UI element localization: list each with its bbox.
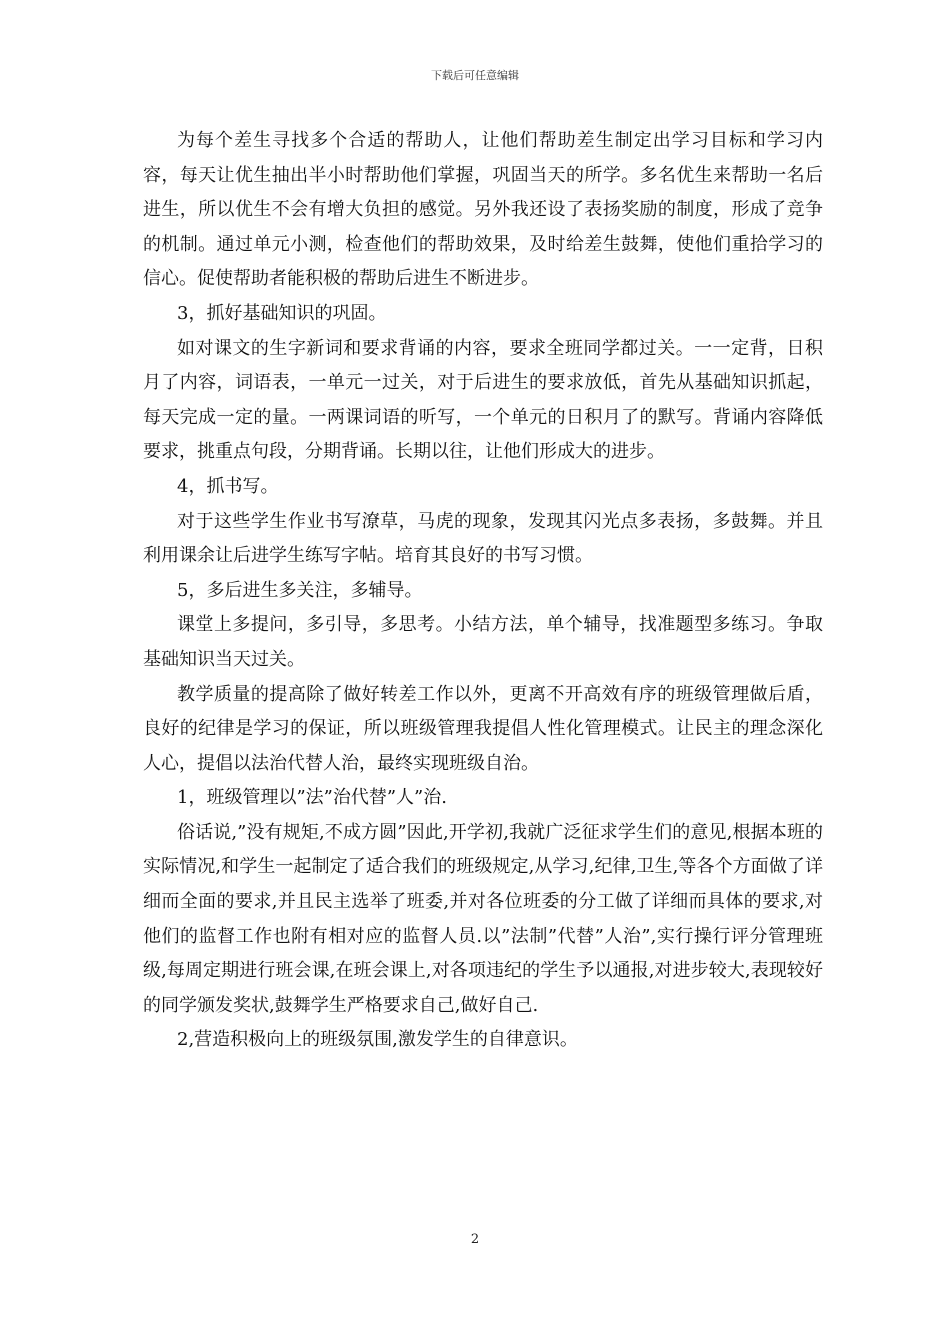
heading-handwriting: 4，抓书写。 <box>177 475 279 497</box>
heading-rule-of-law: 1，班级管理以”法”治代替”人”治. <box>177 787 447 809</box>
paragraph-helpers: 为每个差生寻找多个合适的帮助人，让他们帮助差生制定出学习目标和学习内容，每天让优生抽出半小时帮助他们掌握，巩固当天的所学。多名优生来帮助一名后进生，所以优生不会有增大负担的感觉。另外我还设了表扬奖励的制度，形成了竞争的机制。通过单元小测，检查他们的帮助效果，及时给差生鼓舞，使他们重拾学习的信心。促使帮助者能积极的帮助后进生不断进步。 <box>143 130 823 290</box>
paragraph-handwriting: 对于这些学生作业书写潦草，马虎的现象，发现其闪光点多表扬，多鼓舞。并且利用课余让后进学生练写字帖。培育其良好的书写习惯。 <box>143 510 823 567</box>
heading-attention: 5，多后进生多关注，多辅导。 <box>177 579 423 601</box>
paragraph-attention: 课堂上多提问，多引导，多思考。小结方法，单个辅导，找准题型多练习。争取基础知识当天过关。 <box>143 614 823 670</box>
paragraph-class-management: 教学质量的提高除了做好转差工作以外，更离不开高效有序的班级管理做后盾，良好的纪律是学习的保证，所以班级管理我提倡人性化管理模式。让民主的理念深化人心，提倡以法治代替人治，最终实现班级自治。 <box>143 683 823 774</box>
heading-basics: 3，抓好基础知识的巩固。 <box>177 302 387 324</box>
paragraph-basics: 如对课文的生字新词和要求背诵的内容，要求全班同学都过关。一一定背，日积月了内容，词语表，一单元一过关，对于后进生的要求放低，首先从基础知识抓起，每天完成一定的量。一两课词语的听写，一个单元的日积月了的默写。背诵内容降低要求，挑重点句段，分期背诵。长期以往，让他们形成大的进步。 <box>143 337 823 463</box>
paragraph-rule-of-law: 俗话说,”没有规矩,不成方圆”因此,开学初,我就广泛征求学生们的意见,根据本班的实际情况,和学生一起制定了适合我们的班级规定,从学习,纪律,卫生,等各个方面做了详细而全面的要求,并且民主选举了班委,并对各位班委的分工做了详细而具体的要求,对他们的监督工作也附有相对应的监督人员.以”法制”代替”人治”,实行操行评分管理班级,每周定期进行班会课,在班会课上,对各项违纪的学生予以通报,对进步较大,表现较好的同学颁发奖状,鼓舞学生严格要求自己,做好自己. <box>143 821 823 1016</box>
document-body <box>143 124 823 1058</box>
heading-atmosphere: 2,营造积极向上的班级氛围,激发学生的自律意识。 <box>177 1029 578 1051</box>
page-header: 下载后可任意编辑 <box>431 69 519 82</box>
page-number: 2 <box>470 1232 480 1247</box>
